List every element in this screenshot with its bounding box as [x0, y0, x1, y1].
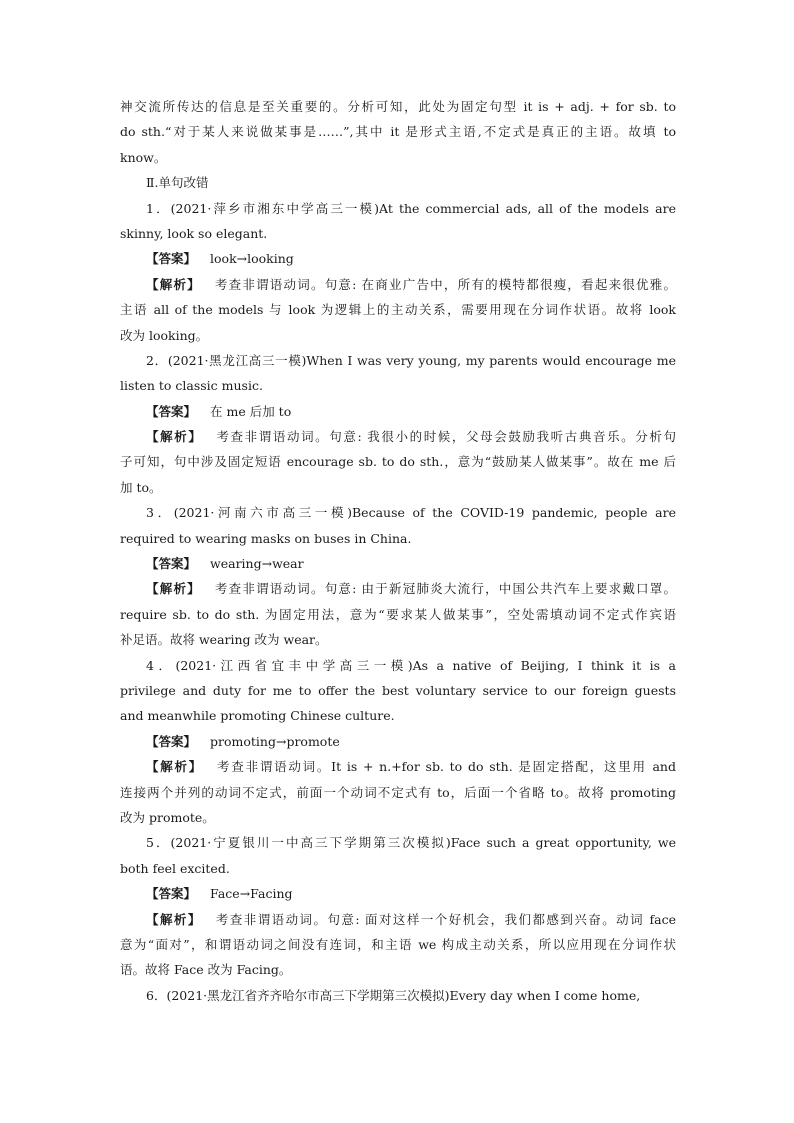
question-5-line-1: 5．(2021·宁夏银川一中高三下学期第三次模拟)Face such a great opportunity, we — [146, 835, 676, 851]
answer-3 — [120, 551, 676, 576]
analysis-1-line-3: 改为 looking。 — [120, 327, 209, 343]
question-3-line-1: 3．(2021·河南六市高三一模)Because of the COVID-19 pandemic, people are — [146, 505, 676, 521]
question-4-line-2: privilege and duty for me to offer the best voluntary service to our foreign guests — [120, 682, 676, 698]
analysis-tag: 【解析】 — [146, 276, 201, 292]
intro-line-3: know。 — [120, 149, 167, 165]
analysis-2-line-1 — [120, 424, 676, 449]
analysis-5-line-1 — [120, 907, 676, 932]
analysis-4-line-2: 连接两个并列的动词不定式，前面一个动词不定式有 to，后面一个省略 to。故将 promoting — [120, 784, 676, 800]
answer-tag: 【答案】 — [146, 556, 197, 572]
answer-tag: 【答案】 — [146, 251, 197, 267]
question-2-line-1: 2．(2021·黑龙江高三一模)When I was very young, my parents would encourage me — [146, 352, 676, 368]
answer-1 — [120, 246, 676, 271]
answer-tag: 【答案】 — [146, 886, 197, 902]
analysis-5-line-3: 语。故将 Face 改为 Facing。 — [120, 962, 292, 978]
answer-1-text: look→looking — [210, 251, 294, 267]
intro-line-1: 神交流所传达的信息是至关重要的。分析可知，此处为固定句型 it is + adj. + for sb. to — [120, 99, 676, 114]
page-content — [120, 94, 676, 1008]
analysis-4-line-1 — [120, 754, 676, 779]
answer-2-text: 在 me 后加 to — [210, 403, 292, 419]
answer-tag: 【答案】 — [146, 403, 197, 419]
question-4-line-3: and meanwhile promoting Chinese culture. — [120, 708, 395, 724]
section-title: Ⅱ.单句改错 — [146, 175, 209, 191]
analysis-3-line-3: 补足语。故将 wearing 改为 wear。 — [120, 632, 328, 648]
analysis-2-line-2: 子可知，句中涉及固定短语 encourage sb. to do sth.，意为“鼓励某人做某事”。故在 me 后 — [120, 454, 676, 470]
answer-4-text: promoting→promote — [210, 733, 340, 749]
answer-5-text: Face→Facing — [210, 886, 293, 902]
analysis-4-line-3: 改为 promote。 — [120, 809, 215, 825]
analysis-tag: 【解析】 — [146, 759, 204, 775]
answer-3-text: wearing→wear — [210, 556, 304, 572]
question-3-line-2: required to wearing masks on buses in China. — [120, 530, 412, 546]
question-2-line-2: listen to classic music. — [120, 378, 263, 394]
analysis-1-line-2: 主语 all of the models 与 look 为逻辑上的主动关系，需要用现在分词作状语。故将 look — [120, 302, 676, 318]
question-1-line-1: 1．(2021·萍乡市湘东中学高三一模)At the commercial ads, all of the models are — [146, 200, 676, 216]
answer-4 — [120, 729, 676, 754]
analysis-1-line-1 — [120, 272, 676, 297]
analysis-tag: 【解析】 — [146, 911, 202, 927]
analysis-1-text-1: 考查非谓语动词。句意: 在商业广告中，所有的模特都很瘦，看起来很优雅。 — [214, 276, 676, 292]
question-4-line-1: 4．(2021·江西省宜丰中学高三一模)As a native of Beijing, I think it is a — [146, 657, 676, 673]
intro-line-2: do sth.“对于某人来说做某事是……”,其中 it 是形式主语,不定式是真正的主语。故填 to — [120, 124, 676, 140]
analysis-tag: 【解析】 — [146, 581, 201, 597]
analysis-2-line-3: 加 to。 — [120, 479, 162, 495]
question-6-line-1: 6．(2021·黑龙江省齐齐哈尔市高三下学期第三次模拟)Every day when I come home, — [146, 987, 641, 1003]
analysis-4-text-1: 考查非谓语动词。It is + n.+for sb. to do sth. 是固定搭配，这里用 and — [217, 759, 676, 775]
answer-5 — [120, 881, 676, 906]
analysis-tag: 【解析】 — [146, 429, 203, 445]
answer-tag: 【答案】 — [146, 733, 197, 749]
analysis-3-line-2: require sb. to do sth. 为固定用法，意为“要求某人做某事”，空处需填动词不定式作宾语 — [120, 606, 676, 622]
analysis-5-text-1: 考查非谓语动词。句意: 面对这样一个好机会，我们都感到兴奋。动词 face — [215, 911, 676, 927]
question-5-line-2: both feel excited. — [120, 860, 230, 876]
analysis-3-text-1: 考查非谓语动词。句意: 由于新冠肺炎大流行，中国公共汽车上要求戴口罩。 — [214, 581, 676, 597]
analysis-3-line-1 — [120, 576, 676, 601]
analysis-5-line-2: 意为“面对”，和谓语动词之间没有连词，和主语 we 构成主动关系，所以应用现在分词作状 — [120, 936, 676, 952]
analysis-2-text-1: 考查非谓语动词。句意: 我很小的时候，父母会鼓励我听古典音乐。分析句 — [216, 429, 676, 445]
answer-2 — [120, 399, 676, 424]
question-1-line-2: skinny, look so elegant. — [120, 225, 268, 241]
